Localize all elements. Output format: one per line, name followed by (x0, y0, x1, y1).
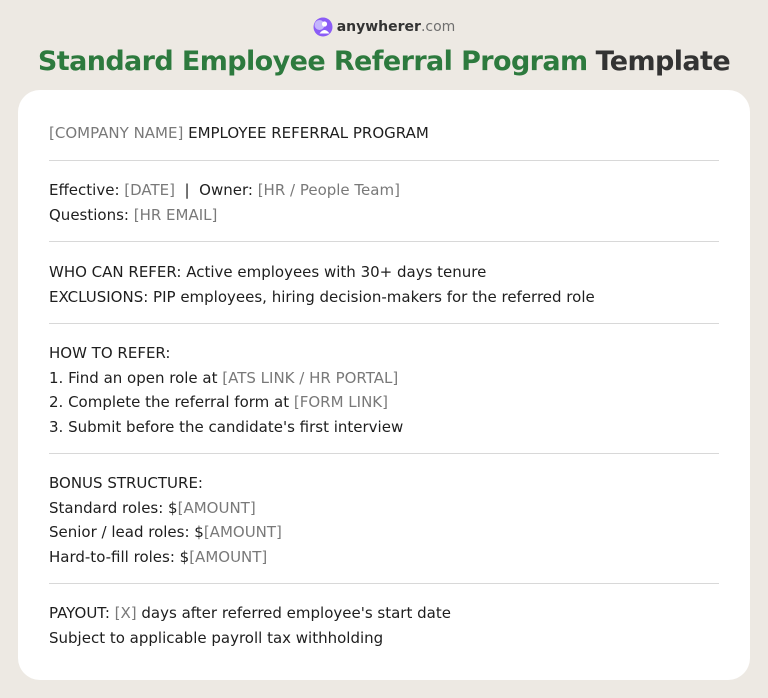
page-title-main: Standard Employee Referral Program (37, 46, 588, 77)
template-card (18, 90, 750, 680)
effective-owner-line (49, 178, 719, 203)
divider (49, 323, 719, 324)
step-1-line (49, 366, 719, 391)
divider (49, 453, 719, 454)
divider (49, 241, 719, 242)
effective-label: Effective: (49, 181, 125, 199)
brand-tld: .com (420, 19, 456, 35)
person-silhouette-logo-icon (313, 17, 333, 37)
program-header-section (49, 121, 719, 146)
form-link-placeholder: [FORM LINK] (293, 393, 388, 411)
date-placeholder: [DATE] (124, 181, 175, 199)
amount-placeholder: [AMOUNT] (189, 547, 268, 566)
how-to-refer-section (49, 341, 719, 439)
ats-link-placeholder: [ATS LINK / HR PORTAL] (222, 368, 399, 387)
meta-section (49, 178, 719, 227)
divider (49, 583, 719, 584)
days-placeholder: [X] (114, 604, 137, 622)
brand-name: anywherer (336, 19, 421, 35)
who-can-refer-line: WHO CAN REFER: Active employees with 30+ days tenure (49, 263, 487, 281)
page-title (0, 46, 768, 77)
exclusions-line: EXCLUSIONS: PIP employees, hiring decision-makers for the referred role (49, 287, 595, 306)
meta-separator: | (175, 181, 200, 199)
payout-section (49, 601, 719, 650)
tax-line: Subject to applicable payroll tax withholding (49, 628, 384, 647)
amount-placeholder: [AMOUNT] (203, 523, 282, 541)
program-name: EMPLOYEE REFERRAL PROGRAM (183, 124, 429, 142)
hard-to-fill-roles-line (49, 545, 719, 570)
program-header-line (49, 121, 719, 146)
payout-line (49, 601, 719, 626)
page-title-suffix: Template (595, 46, 731, 77)
bonus-structure-section (49, 471, 719, 569)
step-3-line: 3. Submit before the candidate's first interview (49, 417, 404, 436)
bonus-structure-heading: BONUS STRUCTURE: (49, 474, 203, 492)
brand-header (0, 17, 768, 37)
questions-label: Questions: (49, 205, 134, 224)
hard-to-fill-roles-label: Hard-to-fill roles: $ (49, 547, 190, 566)
amount-placeholder: [AMOUNT] (177, 498, 256, 517)
payout-label: PAYOUT: (49, 604, 115, 622)
standard-roles-line (49, 496, 719, 521)
eligibility-section (49, 260, 719, 309)
owner-label: Owner: (199, 181, 258, 199)
standard-roles-label: Standard roles: $ (49, 498, 178, 517)
step-2-line (49, 390, 719, 415)
payout-text: days after referred employee's start date (136, 604, 451, 622)
company-name-placeholder: [COMPANY NAME] (49, 124, 184, 142)
hr-email-placeholder: [HR EMAIL] (133, 205, 218, 224)
senior-roles-label: Senior / lead roles: $ (49, 523, 204, 541)
senior-roles-line (49, 520, 719, 545)
owner-placeholder: [HR / People Team] (257, 181, 400, 199)
divider (49, 160, 719, 161)
step-2-text: 2. Complete the referral form at (49, 393, 294, 411)
how-to-refer-heading: HOW TO REFER: (49, 344, 171, 362)
questions-line (49, 203, 719, 228)
step-1-text: 1. Find an open role at (49, 368, 223, 387)
